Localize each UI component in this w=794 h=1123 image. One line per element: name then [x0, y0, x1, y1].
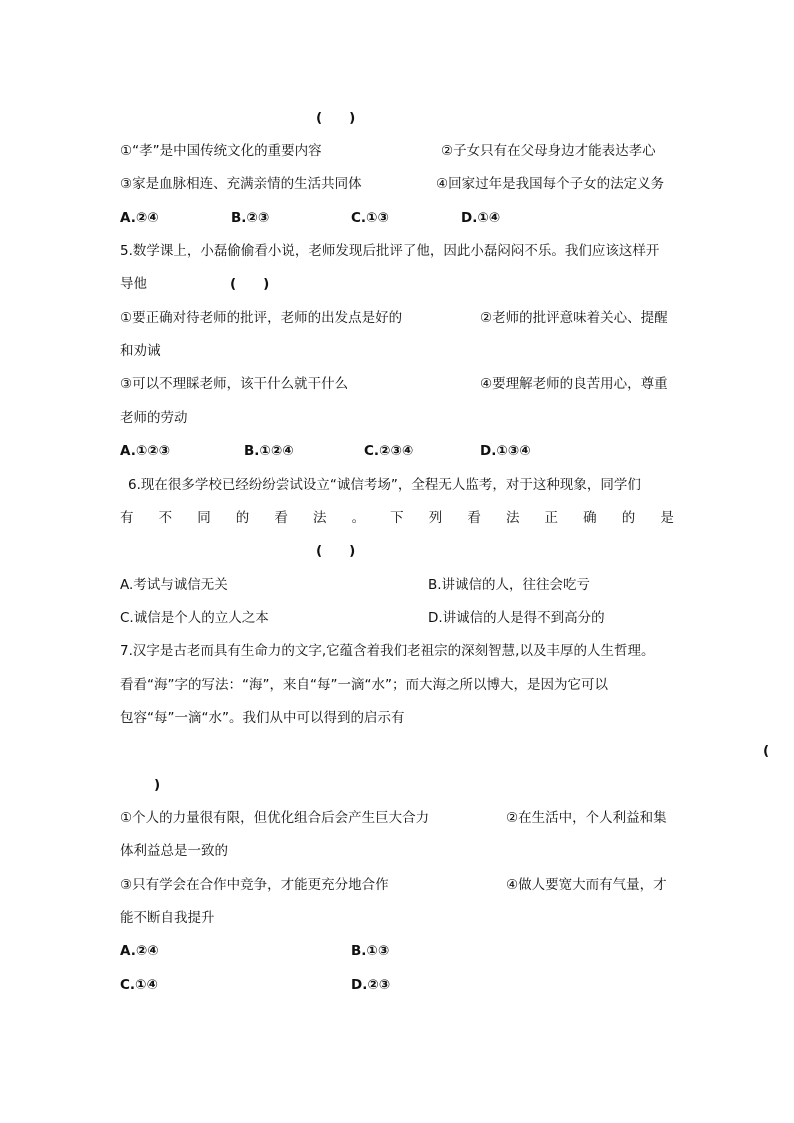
q5-option-4-cont: 老师的劳动 [120, 410, 188, 426]
q7-stem-line-3: 包容“每”一滴“水”。我们从中可以得到的启示有 [120, 710, 405, 726]
q6-char: 正 [544, 510, 559, 526]
q4-option-3: ③家是血脉相连、充满亲情的生活共同体 [120, 176, 362, 192]
q7-bracket-open: ( [763, 743, 770, 759]
q5-option-2: ②老师的批评意味着关心、提醒 [480, 310, 668, 326]
q6-char: 。 [351, 510, 366, 526]
q6-choice-c: C.诚信是个人的立人之本 [120, 610, 269, 626]
q7-option-2-cont: 体利益总是一致的 [120, 843, 228, 859]
q4-choice-b: B.②③ [231, 210, 270, 226]
q7-option-3: ③只有学会在合作中竞争，才能更充分地合作 [120, 877, 389, 893]
q6-char: 看 [274, 510, 288, 526]
q6-char: 有 [120, 510, 134, 526]
q5-answer-blank: ( ) [230, 276, 270, 292]
q5-choice-a: A.①②③ [120, 443, 171, 459]
q6-choice-d: D.讲诚信的人是得不到高分的 [428, 610, 605, 626]
q7-option-4: ④做人要宽大而有气量，才 [506, 877, 667, 893]
q4-option-2: ②子女只有在父母身边才能表达孝心 [441, 143, 656, 159]
q7-choice-b: B.①③ [351, 943, 390, 959]
q6-char: 是 [660, 510, 674, 526]
q4-choice-c: C.①③ [351, 210, 389, 226]
q7-stem-line-2: 看看“海”字的写法：“海”，来自“每”一滴“水”；而大海之所以博大，是因为它可以 [120, 677, 608, 693]
q6-choice-a: A.考试与诚信无关 [120, 577, 228, 593]
q6-char: 法 [312, 510, 327, 526]
q6-char: 列 [428, 510, 443, 526]
q5-option-1: ①要正确对待老师的批评，老师的出发点是好的 [120, 310, 403, 326]
q6-char: 同 [197, 510, 211, 526]
q7-bracket-close: ) [154, 777, 161, 793]
q6-stem-line-2 [120, 508, 674, 528]
q6-char: 的 [621, 510, 636, 526]
q7-choice-a: A.②④ [120, 943, 159, 959]
q4-choice-a: A.②④ [120, 210, 159, 226]
q5-choice-c: C.②③④ [364, 443, 414, 459]
q5-option-2-cont: 和劝诫 [120, 343, 161, 359]
q5-stem-line-2: 导他 [120, 276, 147, 292]
q6-char: 下 [390, 510, 404, 526]
q6-char: 法 [505, 510, 520, 526]
q7-option-1: ①个人的力量很有限，但优化组合后会产生巨大合力 [120, 810, 430, 826]
q7-option-2: ②在生活中，个人利益和集 [506, 810, 667, 826]
q6-char: 不 [158, 510, 173, 526]
q7-stem-line-1: 7.汉字是古老而具有生命力的文字,它蕴含着我们老祖宗的深刻智慧,以及丰厚的人生哲理。 [120, 643, 655, 659]
q5-choice-b: B.①②④ [244, 443, 294, 459]
q7-option-4-cont: 能不断自我提升 [120, 910, 215, 926]
q6-answer-blank: ( ) [316, 543, 356, 559]
q6-choice-b: B.讲诚信的人，往往会吃亏 [428, 577, 591, 593]
q6-char: 确 [583, 510, 597, 526]
q5-stem-line-1: 5.数学课上，小磊偷偷看小说，老师发现后批评了他，因此小磊闷闷不乐。我们应该这样开 [120, 243, 660, 259]
q5-option-4: ④要理解老师的良苦用心，尊重 [480, 376, 668, 392]
q5-choice-d: D.①③④ [480, 443, 531, 459]
q4-option-4: ④回家过年是我国每个子女的法定义务 [436, 176, 665, 192]
q4-option-1: ①“孝”是中国传统文化的重要内容 [120, 143, 322, 159]
q4-choice-d: D.①④ [461, 210, 501, 226]
q6-char: 看 [467, 510, 481, 526]
q7-choice-d: D.②③ [351, 977, 391, 993]
q5-option-3: ③可以不理睬老师，该干什么就干什么 [120, 376, 349, 392]
q6-stem-line-1: 6.现在很多学校已经纷纷尝试设立“诚信考场”，全程无人监考，对于这种现象，同学们 [128, 477, 641, 493]
q7-choice-c: C.①④ [120, 977, 158, 993]
q4-answer-blank: ( ) [316, 110, 356, 126]
q6-char: 的 [235, 510, 250, 526]
